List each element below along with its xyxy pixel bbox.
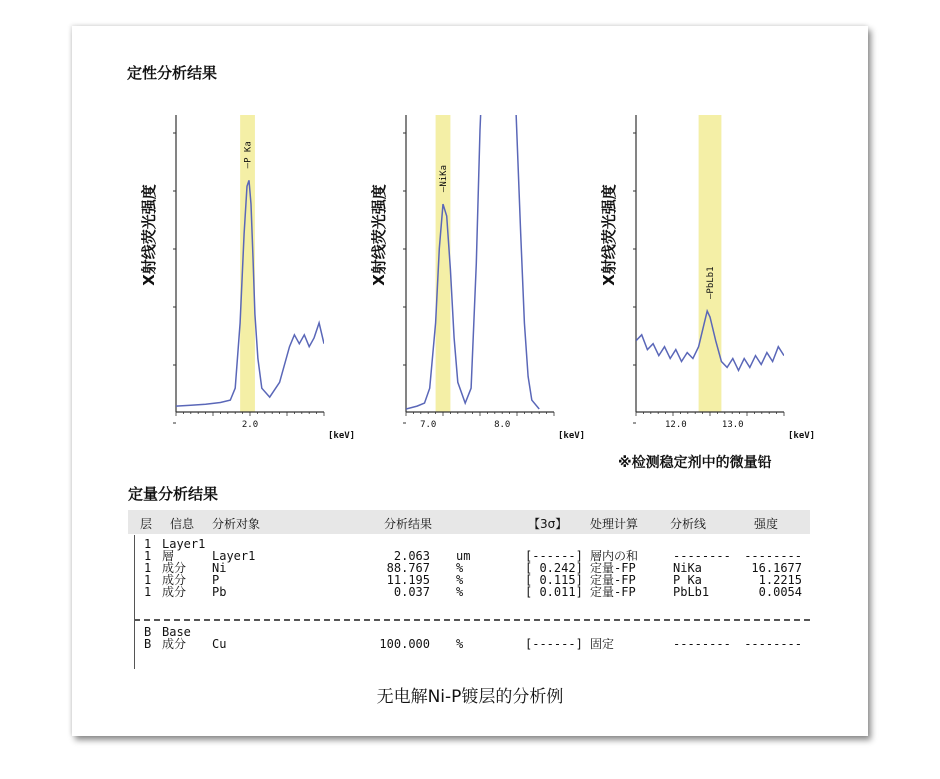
y-axis-label: X射线荧光强度 (370, 184, 388, 286)
cell-calc: 定量-FP (590, 561, 636, 575)
cell-line: P Ka (673, 573, 702, 587)
cell-target: Layer1 (212, 549, 256, 563)
cell-info: 成分 (162, 573, 187, 587)
cell-line: NiKa (673, 561, 702, 575)
qualitative-title: 定性分析结果 (127, 64, 218, 82)
spectrum-chart-ni (360, 100, 590, 450)
cell-unit: % (456, 561, 464, 575)
header-calc: 处理计算 (590, 517, 639, 531)
cell-target: Pb (212, 585, 227, 599)
x-unit-label: [keV] (328, 431, 356, 441)
cell-sigma: [ 0.011] (525, 585, 583, 599)
quantitative-title: 定量分析结果 (128, 485, 219, 503)
cell-info: Base (162, 625, 191, 639)
peak-label: —PbLb1 (706, 266, 716, 300)
cell-layer: 1 (144, 537, 152, 551)
cell-intensity: 0.0054 (758, 585, 802, 599)
cell-sigma: [------] (525, 637, 583, 651)
cell-layer: 1 (144, 585, 152, 599)
table-header (128, 510, 810, 534)
cell-unit: % (456, 585, 464, 599)
peak-band (699, 115, 722, 412)
spectrum-chart-pb (590, 100, 820, 450)
cell-value: 2.063 (393, 549, 430, 563)
quantitative-table (128, 507, 810, 669)
cell-info: Layer1 (162, 537, 206, 551)
x-unit-label: [keV] (558, 431, 586, 441)
cell-info: 層 (162, 549, 175, 563)
cell-sigma: [ 0.242] (525, 561, 583, 575)
cell-line: -------- (673, 549, 731, 563)
cell-calc: 固定 (590, 637, 615, 651)
header-target: 分析对象 (212, 517, 261, 531)
cell-intensity: 16.1677 (751, 561, 802, 575)
x-tick-label: 2.0 (241, 420, 259, 430)
cell-layer: B (144, 637, 152, 651)
header-info: 信息 (170, 517, 195, 531)
x-unit-label: [keV] (788, 431, 816, 441)
cell-layer: 1 (144, 573, 152, 587)
cell-info: 成分 (162, 637, 187, 651)
cell-calc: 定量-FP (590, 585, 636, 599)
cell-unit: % (456, 573, 464, 587)
header-result: 分析结果 (384, 517, 433, 531)
cell-sigma: [ 0.115] (525, 573, 583, 587)
x-tick-label: 8.0 (494, 420, 511, 430)
cell-intensity: -------- (744, 549, 802, 563)
y-axis-label: X射线荧光强度 (600, 184, 618, 286)
cell-calc: 定量-FP (590, 573, 636, 587)
cell-target: Ni (212, 561, 227, 575)
peak-label: —NiKa (439, 165, 449, 193)
table-row (128, 550, 810, 562)
trace-lead-note: ※检测稳定剂中的微量铅 (618, 455, 772, 471)
cell-sigma: [------] (525, 549, 583, 563)
cell-value: 11.195 (386, 573, 430, 587)
x-tick-label: 12.0 (665, 420, 687, 430)
cell-intensity: -------- (744, 637, 802, 651)
header-sigma: 【3σ】 (528, 517, 568, 531)
cell-target: Cu (212, 637, 227, 651)
table-row (128, 638, 810, 650)
cell-target: P (212, 573, 220, 587)
figure-caption: 无电解Ni-P镀层的分析例 (376, 687, 564, 707)
table-dashed-divider (134, 619, 810, 621)
cell-layer: B (144, 625, 152, 639)
header-layer: 层 (140, 517, 153, 531)
header-intensity: 强度 (754, 517, 779, 531)
cell-intensity: 1.2215 (758, 573, 802, 587)
cell-value: 100.000 (379, 637, 430, 651)
cell-value: 88.767 (386, 561, 430, 575)
cell-info: 成分 (162, 561, 187, 575)
cell-calc: 層内の和 (590, 549, 639, 563)
cell-value: 0.037 (393, 585, 430, 599)
x-tick-label: 13.0 (721, 420, 744, 430)
y-axis-label: X射线荧光强度 (140, 184, 158, 286)
table-body (128, 535, 810, 669)
x-tick-label: 7.0 (420, 420, 437, 430)
peak-label: —P Ka (243, 141, 254, 169)
cell-line: -------- (673, 637, 731, 651)
cell-info: 成分 (162, 585, 187, 599)
cell-unit: % (456, 637, 464, 651)
cell-layer: 1 (144, 561, 152, 575)
cell-unit: um (456, 549, 471, 563)
table-row (128, 562, 810, 574)
table-row (128, 586, 810, 598)
spectrum-chart-p (130, 100, 360, 450)
header-line: 分析线 (670, 517, 707, 531)
cell-layer: 1 (144, 549, 152, 563)
cell-line: PbLb1 (673, 585, 710, 599)
